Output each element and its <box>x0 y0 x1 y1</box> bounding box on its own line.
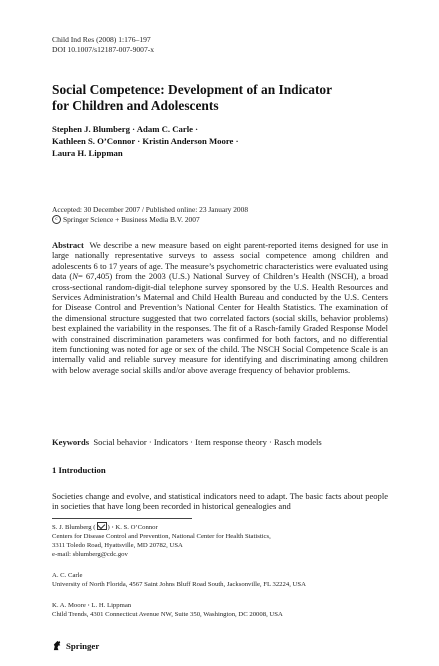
springer-horse-icon <box>52 640 63 651</box>
abstract-text-a: We describe a new measure based on eight parent-reported items designed for use in large nationally representative surveys to assess social competence among children and adolescents 6 to 17 years of age. The measure’s psychometric characteristics were evaluated using data ( <box>52 240 388 282</box>
footnote-organization: Child Trends, 4301 Connecticut Avenue NW, Suite 350, Washington, DC 20008, USA <box>52 611 283 618</box>
footnote-affiliation-1 <box>52 522 397 559</box>
abstract-label: Abstract <box>52 240 84 250</box>
footnote-email[interactable]: e-mail: sblumberg@cdc.gov <box>52 551 128 558</box>
accepted-published: Accepted: 30 December 2007 / Published online: 23 January 2008 <box>52 205 249 214</box>
title-line-2: for Children and Adolescents <box>52 97 219 113</box>
journal-citation: Child Ind Res (2008) 1:176–197 <box>52 35 151 44</box>
keyword: Indicators <box>153 437 189 447</box>
footnote-divider <box>52 518 192 519</box>
envelope-icon <box>97 522 107 530</box>
abstract-n-variable: N <box>72 271 78 282</box>
footnote-authors <box>52 601 397 610</box>
author-separator: · <box>132 124 136 134</box>
footnote-affiliation-3 <box>52 601 397 619</box>
copyright-text: Springer Science + Business Media B.V. 2007 <box>63 214 200 224</box>
author-separator: · <box>87 602 90 609</box>
footnote-organization: Centers for Disease Control and Prevention, National Center for Health Statistics, <box>52 533 271 540</box>
author-separator: · <box>111 524 114 531</box>
author-name[interactable]: Stephen J. Blumberg <box>52 124 130 134</box>
author-name[interactable]: Kristin Anderson Moore <box>142 135 234 146</box>
section-heading: 1 Introduction <box>52 465 106 475</box>
publisher-logo <box>52 640 99 651</box>
abstract <box>52 240 388 375</box>
footnote-author-name: K. A. Moore <box>52 602 86 609</box>
author-name[interactable]: Kathleen S. O’Connor <box>52 135 136 146</box>
footnote-paren: ) <box>107 524 110 531</box>
footnote-author-name: L. H. Lippman <box>91 602 132 609</box>
footnote-author-name: S. J. Blumberg ( <box>52 524 96 531</box>
doi: DOI 10.1007/s12187-007-9007-x <box>52 45 155 54</box>
keyword: Item response theory <box>195 437 267 447</box>
copyright-line <box>52 215 248 225</box>
author-separator: · <box>235 135 239 146</box>
copyright-icon: c <box>52 215 61 224</box>
article-title <box>52 82 392 113</box>
author-name[interactable]: Adam C. Carle <box>136 124 193 134</box>
author-separator: · <box>137 135 141 146</box>
keyword: Rasch models <box>273 437 322 447</box>
footnote-author-name: K. S. O’Connor <box>115 524 158 531</box>
footnote-affiliation-2 <box>52 571 397 589</box>
footnote-organization: University of North Florida, 4567 Saint Johns Bluff Road South, Jacksonville, FL 32224, USA <box>52 581 306 588</box>
authors-line-2 <box>52 136 392 148</box>
keywords-label: Keywords <box>52 437 90 447</box>
keyword: Social behavior <box>93 437 147 447</box>
introduction-paragraph: Societies change and evolve, and statistical indicators need to adapt. The basic facts about people in societies that have long been recorded in historical genealogies and <box>52 491 388 512</box>
footnote-address: 3311 Toledo Road, Hyattsville, MD 20782, USA <box>52 542 183 549</box>
abstract-text-b: = 67,405) from the 2003 (U.S.) National Survey of Children’s Health (NSCH), a broad cross-sectional random-digit-dial telephone survey sponsored by the U.S. Health Resources and Services Administration’s Maternal and Child Health Bureau and conducted by the U.S. Centers for Disease Control and Prevention’s National Center for Health Statistics. The examination of the dimensional structure suggested that two correlated factors (social skills, behavior problems) best explained the variability in the responses. The fit of a Rasch-family Graded Response Model with constrained discrimination parameters was confirmed for both factors, and no differential item functioning was noted for age or sex of the child. The NSCH Social Competence Scale is an internally valid and reliable survey measure for identifying and discriminating among children with below average social skills and/or above average frequency of behavior problems. <box>52 271 389 375</box>
keywords: Keywords Social behavior · Indicators · Item response theory · Rasch models <box>52 437 322 447</box>
authors-line-3 <box>52 148 392 160</box>
footnote-authors <box>52 522 397 532</box>
author-list <box>52 124 392 159</box>
author-name[interactable]: Laura H. Lippman <box>52 147 123 158</box>
footnote-author-name: A. C. Carle <box>52 572 83 579</box>
publication-dates <box>52 205 248 224</box>
publisher-name: Springer <box>66 640 100 651</box>
author-separator: · <box>195 124 199 134</box>
authors-line-1 <box>52 124 392 136</box>
title-line-1: Social Competence: Development of an Indicator <box>52 82 333 97</box>
